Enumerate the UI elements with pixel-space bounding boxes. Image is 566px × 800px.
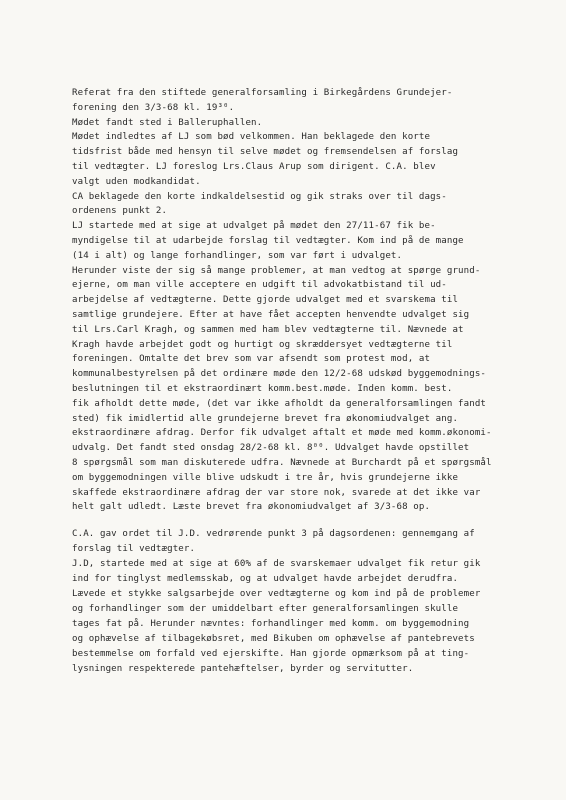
text-line: myndigelse til at udarbejde forslag til vedtægter. Kom ind på de mange (72, 235, 464, 246)
text-line: og forhandlinger som der umiddelbart efter generalforsamlingen skulle (72, 604, 459, 615)
text-line: til Lrs.Carl Kragh, og sammen med ham blev vedtægterne til. Nævnede at (72, 324, 464, 335)
text-line: tages fat på. Herunder nævntes: forhandlinger med komm. om byggemodning (72, 619, 470, 630)
text-line: Lævede et stykke salgsarbejde over vedtægterne og kom ind på de problemer (72, 589, 481, 600)
meeting-minutes (72, 86, 512, 677)
text-line: kommunalbestyrelsen på det ordinære møde den 12/2-68 udskød byggemodnings- (72, 369, 487, 380)
text-line: arbejdelse af vedtægterne. Dette gjorde udvalget med et svarskema til (72, 295, 459, 306)
text-line: ekstraordinære afdrag. Derfor fik udvalget aftalt et møde med komm.økonomi- (72, 428, 492, 439)
text-line: foreningen. Omtalte det brev som var afsendt som protest mod, at (72, 354, 431, 365)
text-line: C.A. gav ordet til J.D. vedrørende punkt 3 på dagsordenen: gennemgang af (72, 529, 475, 540)
text-line: J.D, startede med at sige at 60% af de svarskemaer udvalget fik retur gik (72, 559, 481, 570)
text-line: Kragh havde arbejdet godt og hurtigt og skræddersyet vedtægterne til (72, 339, 453, 350)
text-line: og ophævelse af tilbagekøbsret, med Bikuben om ophævelse af pantebrevets (72, 634, 475, 645)
text-line: helt galt udledt. Læste brevet fra økonomiudvalget af 3/3-68 op. (72, 502, 431, 513)
text-line: Herunder viste der sig så mange problemer, at man vedtog at spørge grund- (72, 265, 481, 276)
text-line: forslag til vedtægter. (72, 544, 196, 555)
text-line: forening den 3/3-68 kl. 19³⁰. (72, 102, 235, 113)
text-line: ordenens punkt 2. (72, 206, 168, 217)
paragraph-gap (72, 515, 512, 527)
text-line: 8 spørgsmål som man diskuterede udfra. Nævnede at Burchardt på et spørgsmål (72, 457, 492, 468)
text-line: Referat fra den stiftede generalforsamling i Birkegårdens Grundejer- (72, 88, 453, 98)
text-line: CA beklagede den korte indkaldelsestid og gik straks over til dags- (72, 191, 447, 202)
text-line: udvalg. Det fandt sted onsdag 28/2-68 kl. 8⁰⁰. Udvalget havde opstillet (72, 443, 470, 454)
text-line: til vedtægter. LJ foreslog Lrs.Claus Arup som dirigent. C.A. blev (72, 161, 436, 172)
text-line: sted) fik imidlertid alle grundejerne brevet fra økonomiudvalget ang. (72, 413, 459, 424)
text-block (72, 527, 512, 677)
text-line: tidsfrist både med hensyn til selve mødet og fremsendelsen af forslag (72, 147, 459, 158)
text-line: fik afholdt dette møde, (det var ikke afholdt da generalforsamlingen fandt (72, 398, 487, 409)
text-line: Mødet indledtes af LJ som bød velkommen. Han beklagede den korte (72, 132, 431, 143)
text-line: Mødet fandt sted i Balleruphallen. (72, 117, 263, 128)
text-block (72, 86, 512, 515)
text-line: om byggemodningen ville blive udskudt i tre år, hvis grundejerne ikke (72, 472, 459, 483)
text-line: samtlige grundejere. Efter at have fået accepten henvendte udvalget sig (72, 309, 470, 320)
text-line: lysningen respekterede pantehæftelser, byrder og servitutter. (72, 664, 414, 675)
text-line: ejerne, om man ville acceptere en udgift til advokatbistand til ud- (72, 280, 447, 291)
text-line: beslutningen til et ekstraordinært komm.best.møde. Inden komm. best. (72, 383, 453, 394)
text-line: LJ startede med at sige at udvalget på mødet den 27/11-67 fik be- (72, 221, 436, 232)
text-line: bestemmelse om forfald ved ejerskifte. Han gjorde opmærksom på at ting- (72, 649, 470, 660)
text-line: valgt uden modkandidat. (72, 176, 201, 187)
text-line: (14 i alt) og lange forhandlinger, som var ført i udvalget. (72, 250, 403, 261)
text-line: ind for tinglyst medlemsskab, og at udvalget havde arbejdet derudfra. (72, 574, 459, 585)
text-line: skaffede ekstraordinære afdrag der var store nok, svarede at det ikke var (72, 487, 481, 498)
